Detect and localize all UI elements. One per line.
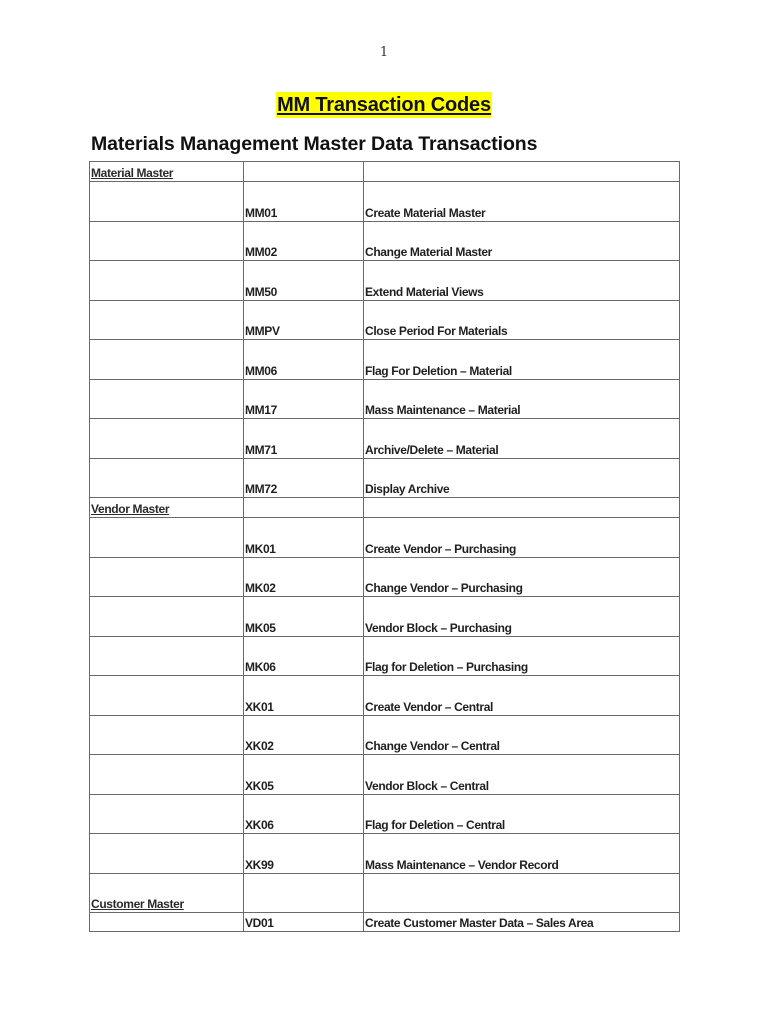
empty-cell [90,379,244,419]
transaction-code: MK05 [244,597,364,637]
table-row [90,715,680,755]
transaction-code: MM02 [244,221,364,261]
group-label: Vendor Master [91,502,170,516]
empty-cell [90,755,244,795]
transaction-code: MM01 [244,182,364,222]
empty-cell [90,340,244,380]
transaction-description: Change Material Master [364,221,680,261]
table-row [90,834,680,874]
group-header-material-master [90,162,680,182]
transaction-description: Close Period For Materials [364,300,680,340]
section-heading: Materials Management Master Data Transactions [91,133,538,155]
empty-cell [90,676,244,716]
table-row [90,261,680,301]
empty-cell [244,498,364,518]
empty-cell [90,597,244,637]
empty-cell [364,162,680,182]
group-header-vendor-master [90,498,680,518]
group-label: Material Master [91,166,174,180]
empty-cell [90,182,244,222]
empty-cell [244,873,364,912]
table-row [90,221,680,261]
empty-cell [90,221,244,261]
group-label-cell [90,873,244,912]
transaction-code: VD01 [244,912,364,931]
table-row [90,755,680,795]
table-row [90,912,680,931]
transaction-code: MM06 [244,340,364,380]
group-label: Customer Master [91,896,184,911]
empty-cell [90,794,244,834]
empty-cell [244,162,364,182]
empty-cell [90,834,244,874]
transaction-description: Create Vendor – Purchasing [364,518,680,558]
transaction-description: Display Archive [364,458,680,498]
empty-cell [90,300,244,340]
group-label-cell [90,162,244,182]
transaction-description: Vendor Block – Purchasing [364,597,680,637]
transaction-code: XK01 [244,676,364,716]
transaction-code: MM17 [244,379,364,419]
transaction-code: XK02 [244,715,364,755]
table-row [90,676,680,716]
document-title: MM Transaction Codes [277,94,491,116]
transaction-description: Create Material Master [364,182,680,222]
transaction-description: Change Vendor – Purchasing [364,557,680,597]
transaction-codes-table [89,161,680,932]
empty-cell [90,518,244,558]
table-row [90,300,680,340]
transaction-description: Flag for Deletion – Central [364,794,680,834]
empty-cell [90,557,244,597]
empty-cell [90,715,244,755]
empty-cell [90,419,244,459]
transaction-description: Change Vendor – Central [364,715,680,755]
transaction-code: MM50 [244,261,364,301]
transaction-description: Mass Maintenance – Material [364,379,680,419]
table-row [90,419,680,459]
title-wrapper [0,92,768,118]
empty-cell [364,498,680,518]
transaction-description: Vendor Block – Central [364,755,680,795]
transaction-description: Extend Material Views [364,261,680,301]
empty-cell [364,873,680,912]
transaction-description: Archive/Delete – Material [364,419,680,459]
transaction-code: MM71 [244,419,364,459]
empty-cell [90,458,244,498]
transaction-description: Mass Maintenance – Vendor Record [364,834,680,874]
transaction-code: MMPV [244,300,364,340]
table-row [90,597,680,637]
transaction-code: MM72 [244,458,364,498]
table-row [90,379,680,419]
table-row [90,557,680,597]
transaction-code: XK05 [244,755,364,795]
transaction-description: Flag For Deletion – Material [364,340,680,380]
group-label-cell [90,498,244,518]
table-row [90,518,680,558]
empty-cell [90,912,244,931]
page-number: 1 [379,45,389,60]
table-row [90,340,680,380]
table-row [90,636,680,676]
transaction-description: Create Customer Master Data – Sales Area [364,912,680,931]
empty-cell [90,261,244,301]
transaction-code: MK01 [244,518,364,558]
transaction-code: XK06 [244,794,364,834]
empty-cell [90,636,244,676]
transaction-code: MK06 [244,636,364,676]
group-header-customer-master [90,873,680,912]
transaction-description: Flag for Deletion – Purchasing [364,636,680,676]
transaction-description: Create Vendor – Central [364,676,680,716]
table-row [90,794,680,834]
transaction-code: MK02 [244,557,364,597]
table-row [90,182,680,222]
table-row [90,458,680,498]
transaction-code: XK99 [244,834,364,874]
